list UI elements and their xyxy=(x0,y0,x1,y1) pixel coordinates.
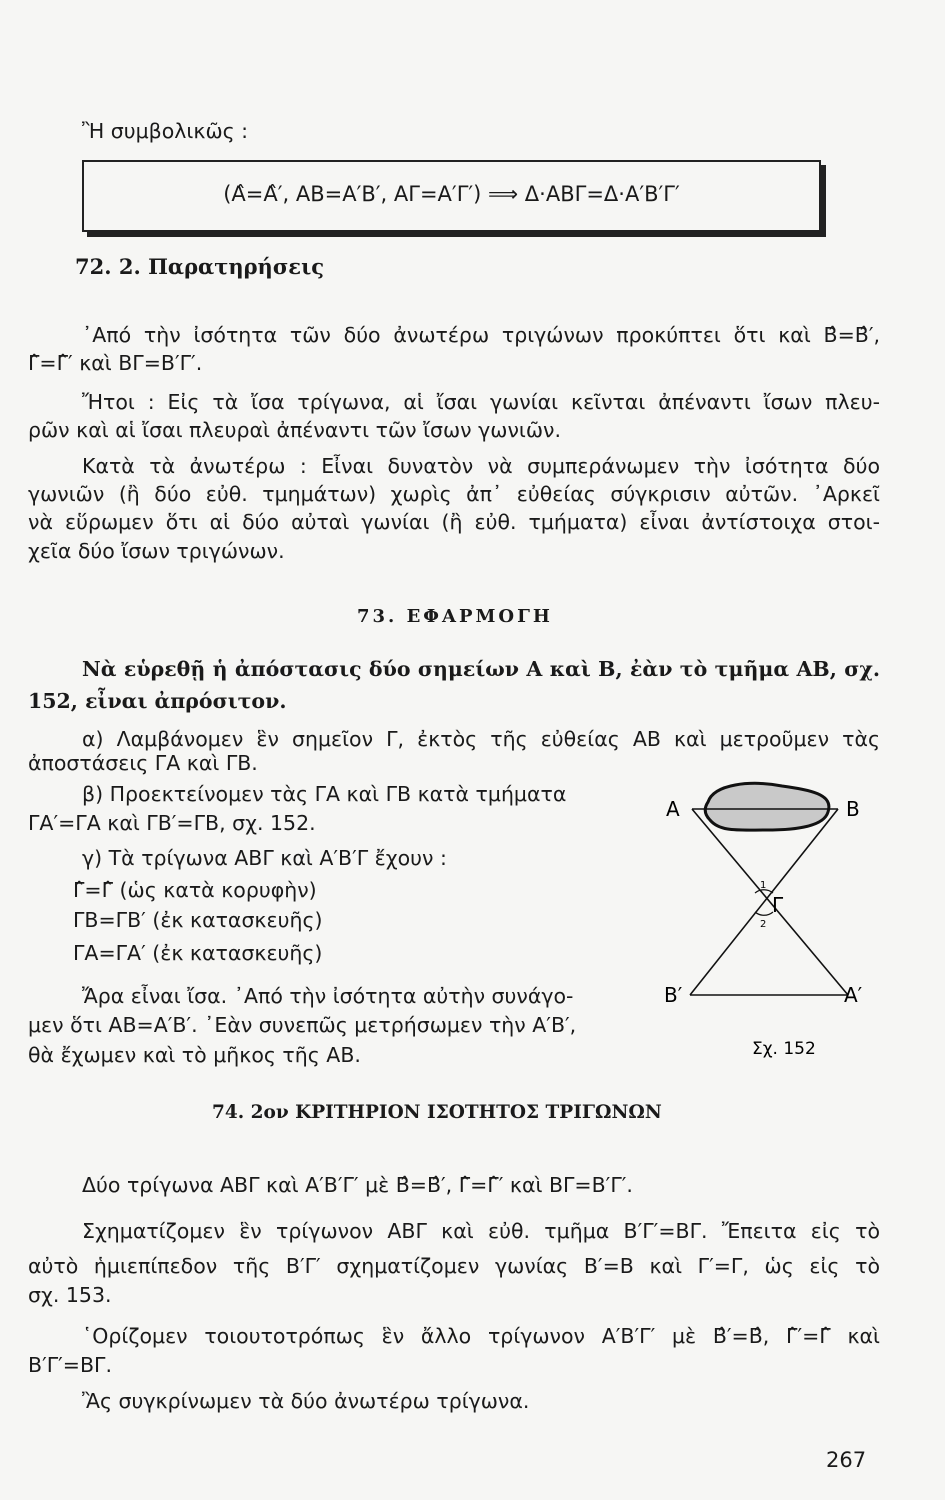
s73-line-0: α) Λαμβάνομεν ἓν σημεῖον Γ, ἐκτὸς τῆς εὐθείας ΑΒ καὶ μετροῦμεν τὰς xyxy=(82,727,880,751)
s73-line-7: ΓΑ=ΓΑ′ (ἐκ κατασκευῆς) xyxy=(73,941,323,965)
s73-problem-1: 152, εἶναι ἀπρόσιτον. xyxy=(28,689,287,713)
s73-line-1: ἀποστάσεις ΓΑ καὶ ΓΒ. xyxy=(28,751,258,775)
s73-line-4: γ) Τὰ τρίγωνα ΑΒΓ καὶ Α′Β′Γ ἔχουν : xyxy=(82,846,447,870)
s74-line-5: Β′Γ′=ΒΓ. xyxy=(28,1353,112,1377)
s73-line-9: μεν ὅτι ΑΒ=Α′Β′. ᾿Εὰν συνεπῶς μετρήσωμεν τὴν Α′Β′, xyxy=(28,1013,577,1037)
formula-text: (Α̂=Α̂′, ΑΒ=Α′Β′, ΑΓ=Α′Γ′) ⟹ Δ·ΑΒΓ=Δ·Α′Β′Γ′ xyxy=(223,182,680,206)
s73-line-5: Γ̂=Γ̂ (ὡς κατὰ κορυφὴν) xyxy=(73,878,317,902)
inaccessible-region xyxy=(705,783,829,830)
label-B2: Β′ xyxy=(664,983,683,1007)
label-A2: Α′ xyxy=(844,983,863,1007)
formula-box xyxy=(82,160,821,232)
s74-line-3: σχ. 153. xyxy=(28,1283,112,1307)
line-B-B2 xyxy=(690,809,838,995)
s722-line-3: ρῶν καὶ αἱ ἴσαι πλευραὶ ἀπέναντι τῶν ἴσων γωνιῶν. xyxy=(28,418,561,442)
s722-line-5: γωνιῶν (ἢ δύο εὐθ. τμημάτων) χωρὶς ἀπ᾿ εὐθείας σύγκρισιν αὐτῶν. ᾿Αρκεῖ xyxy=(28,482,880,506)
s74-line-0: Δύο τρίγωνα ΑΒΓ καὶ Α′Β′Γ′ μὲ Β̂=Β̂′, Γ̂=Γ̂′ καὶ ΒΓ=Β′Γ′. xyxy=(82,1173,633,1197)
heading-74: 74. 2ον ΚΡΙΤΗΡΙΟΝ ΙΣΟΤΗΤΟΣ ΤΡΙΓΩΝΩΝ xyxy=(212,1102,662,1123)
figure-caption: Σχ. 152 xyxy=(752,1039,816,1059)
page-number: 267 xyxy=(826,1448,867,1472)
s722-line-7: χεῖα δύο ἴσων τριγώνων. xyxy=(28,539,285,563)
label-angle-2: 2 xyxy=(760,919,767,930)
heading-72-2: 72. 2. Παρατηρήσεις xyxy=(75,254,325,279)
s74-line-4: ῾Ορίζομεν τοιουτοτρόπως ἓν ἄλλο τρίγωνον Α′Β′Γ′ μὲ Β̂′=Β̂, Γ̂′=Γ̂ καὶ xyxy=(82,1324,880,1348)
s73-line-10: θὰ ἔχωμεν καὶ τὸ μῆκος τῆς ΑΒ. xyxy=(28,1043,361,1067)
s722-line-2: Ἤτοι : Εἰς τὰ ἴσα τρίγωνα, αἱ ἴσαι γωνίαι κεῖνται ἀπέναντι ἴσων πλευ- xyxy=(82,390,880,414)
s74-line-6: Ἂς συγκρίνωμεν τὰ δύο ἀνωτέρω τρίγωνα. xyxy=(82,1389,530,1413)
s722-line-0: ᾿Από τὴν ἰσότητα τῶν δύο ἀνωτέρω τριγώνων προκύπτει ὅτι καὶ Β̂=Β̂′, xyxy=(82,323,880,347)
s73-problem-0: Νὰ εὑρεθῇ ἡ ἀπόστασις δύο σημείων Α καὶ Β, ἐὰν τὸ τμῆμα ΑΒ, σχ. xyxy=(82,657,880,681)
s73-line-6: ΓΒ=ΓΒ′ (ἐκ κατασκευῆς) xyxy=(73,908,323,932)
heading-73: 73. ΕΦΑΡΜΟΓΗ xyxy=(357,606,553,627)
s74-line-1: Σχηματίζομεν ἓν τρίγωνον ΑΒΓ καὶ εὐθ. τμῆμα Β′Γ′=ΒΓ. Ἔπειτα εἰς τὸ xyxy=(82,1219,880,1243)
intro-text: Ἢ συμβολικῶς : xyxy=(82,119,249,143)
figure-152 xyxy=(660,780,875,1070)
s73-line-2: β) Προεκτείνομεν τὰς ΓΑ καὶ ΓΒ κατὰ τμήματα xyxy=(82,782,567,806)
label-C: Γ xyxy=(772,893,784,917)
s722-line-1: Γ̂=Γ̂′ καὶ ΒΓ=Β′Γ′. xyxy=(28,351,203,375)
s74-line-2: αὐτὸ ἡμιεπίπεδον τῆς Β′Γ′ σχηματίζομεν γωνίας Β′=Β καὶ Γ′=Γ, ὡς εἰς τὸ xyxy=(28,1254,880,1278)
s722-line-4: Κατὰ τὰ ἀνωτέρω : Εἶναι δυνατὸν νὰ συμπεράνωμεν τὴν ἰσότητα δύο xyxy=(82,454,880,478)
s73-line-3: ΓΑ′=ΓΑ καὶ ΓΒ′=ΓΒ, σχ. 152. xyxy=(28,811,316,835)
s722-line-6: νὰ εὕρωμεν ὅτι αἱ δύο αὐταὶ γωνίαι (ἢ εὐθ. τμήματα) εἶναι ἀντίστοιχα στοι- xyxy=(28,510,880,534)
angle-arc-2 xyxy=(755,912,773,915)
label-A: Α xyxy=(666,797,680,821)
label-B: Β xyxy=(846,797,860,821)
s73-line-8: Ἄρα εἶναι ἴσα. ᾿Από τὴν ἰσότητα αὐτὴν συνάγο- xyxy=(82,984,574,1008)
label-angle-1: 1 xyxy=(760,880,767,891)
line-A-A2 xyxy=(692,809,848,995)
